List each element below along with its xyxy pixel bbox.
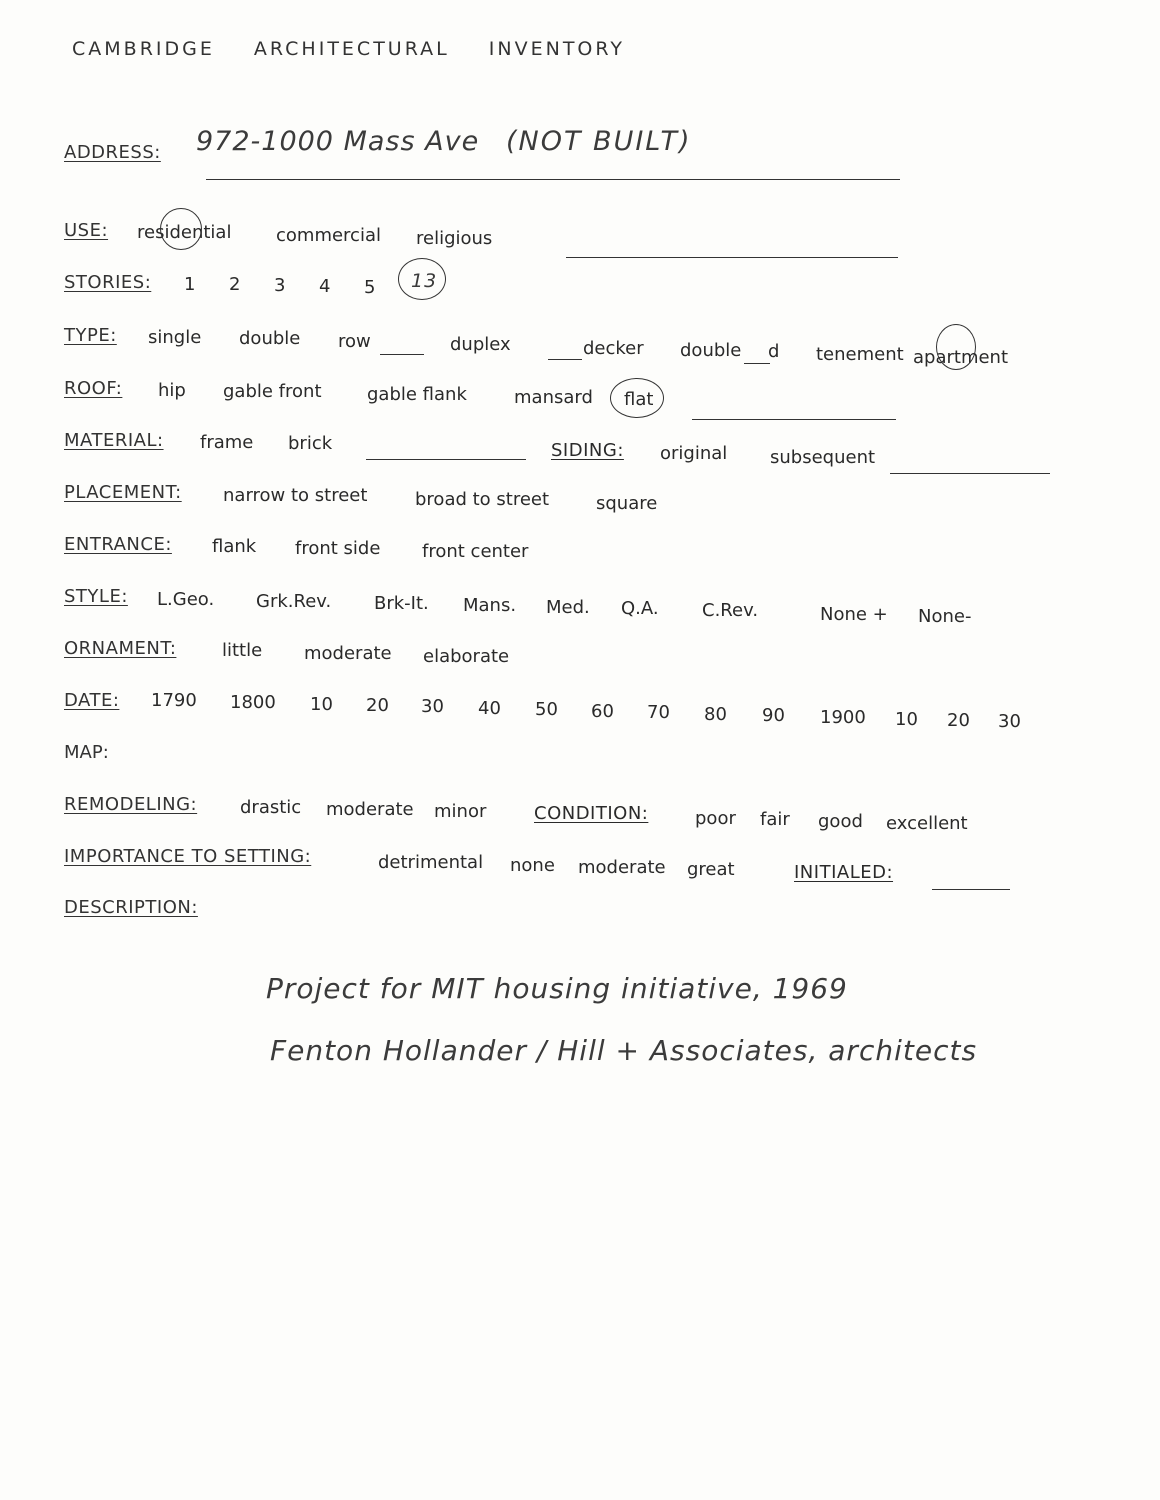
type-option-single[interactable]: single [148, 327, 202, 348]
material-option-frame[interactable]: frame [200, 432, 254, 453]
ornament-option-moderate[interactable]: moderate [304, 643, 392, 664]
style-option-crev[interactable]: C.Rev. [702, 600, 759, 621]
material-option-brick[interactable]: brick [288, 433, 333, 454]
importance-option-none[interactable]: none [510, 855, 555, 876]
description-label: DESCRIPTION: [64, 897, 198, 918]
material-other-blank[interactable] [366, 458, 526, 460]
map-row [64, 742, 109, 763]
remodeling-option-moderate[interactable]: moderate [326, 799, 414, 820]
date-label: DATE: [64, 690, 120, 711]
entrance-label: ENTRANCE: [64, 534, 172, 555]
address-note: (NOT BUILT) [506, 126, 692, 157]
roof-option-flat[interactable]: flat [624, 389, 654, 410]
type-option-tenement[interactable]: tenement [816, 344, 904, 365]
siding-option-original[interactable]: original [660, 443, 728, 464]
siding-option-subsequent[interactable]: subsequent [770, 447, 876, 468]
type-option-duplex[interactable]: duplex [450, 334, 511, 355]
entrance-row [64, 534, 172, 555]
date-option-1840[interactable]: 40 [478, 698, 501, 719]
initialed-blank[interactable] [932, 888, 1010, 890]
date-option-1800[interactable]: 1800 [230, 692, 276, 713]
description-row [64, 897, 198, 918]
placement-option-broad[interactable]: broad to street [415, 489, 550, 510]
entrance-option-front-center[interactable]: front center [422, 541, 529, 562]
siding-label: SIDING: [551, 440, 624, 461]
condition-label: CONDITION: [534, 803, 649, 824]
material-row [64, 430, 164, 451]
roof-label: ROOF: [64, 378, 123, 399]
roof-option-gable-front[interactable]: gable front [223, 381, 322, 402]
date-option-1860[interactable]: 60 [591, 701, 614, 722]
entrance-option-flank[interactable]: flank [212, 536, 257, 557]
siding-label-wrap [551, 440, 624, 461]
roof-option-hip[interactable]: hip [158, 380, 186, 401]
ornament-label: ORNAMENT: [64, 638, 177, 659]
placement-option-narrow[interactable]: narrow to street [223, 485, 368, 506]
importance-row [64, 846, 311, 867]
address-row [64, 142, 161, 163]
initialed-label-wrap [794, 862, 893, 883]
importance-option-detrimental[interactable]: detrimental [378, 852, 484, 873]
use-row [64, 220, 108, 241]
remodeling-option-drastic[interactable]: drastic [240, 797, 302, 818]
placement-option-square[interactable]: square [596, 493, 658, 514]
style-option-mans[interactable]: Mans. [463, 595, 517, 616]
header-word-2: ARCHITECTURAL [253, 38, 450, 60]
date-option-1790[interactable]: 1790 [151, 690, 197, 711]
condition-label-wrap [534, 803, 648, 824]
type-option-row[interactable]: row [338, 331, 371, 352]
type-option-apartment[interactable]: apartment [913, 347, 1009, 368]
header-word-1: CAMBRIDGE [72, 38, 215, 60]
style-option-grkrev[interactable]: Grk.Rev. [256, 591, 332, 612]
stories-label: STORIES: [64, 272, 152, 293]
condition-option-excellent[interactable]: excellent [886, 813, 968, 834]
use-label: USE: [64, 220, 109, 241]
date-option-1820[interactable]: 20 [366, 695, 389, 716]
use-other-blank[interactable] [566, 256, 898, 258]
style-option-lgeo[interactable]: L.Geo. [157, 589, 215, 610]
stories-option-1[interactable]: 1 [184, 274, 196, 295]
ornament-option-elaborate[interactable]: elaborate [423, 646, 510, 667]
ornament-option-little[interactable]: little [222, 640, 263, 661]
date-option-1890[interactable]: 90 [762, 705, 785, 726]
form-header [72, 38, 655, 60]
material-label: MATERIAL: [64, 430, 164, 451]
roof-row [64, 378, 122, 399]
stories-row [64, 272, 151, 293]
roof-other-blank[interactable] [692, 418, 896, 420]
date-option-1930[interactable]: 30 [998, 711, 1021, 732]
placement-row [64, 482, 182, 503]
entrance-option-front-side[interactable]: front side [295, 538, 381, 559]
date-option-1810[interactable]: 10 [310, 694, 333, 715]
style-option-med[interactable]: Med. [546, 597, 590, 618]
date-option-1910[interactable]: 10 [895, 709, 918, 730]
siding-other-blank[interactable] [890, 472, 1050, 474]
importance-label: IMPORTANCE TO SETTING: [64, 846, 312, 867]
type-option-double-decker[interactable]: double [680, 340, 742, 361]
style-option-none-plus[interactable]: None + [820, 604, 888, 625]
date-option-1830[interactable]: 30 [421, 696, 444, 717]
stories-option-3[interactable]: 3 [274, 275, 286, 296]
ornament-row [64, 638, 176, 659]
date-option-1880[interactable]: 80 [704, 704, 727, 725]
use-option-commercial[interactable]: commercial [276, 225, 381, 246]
placement-label: PLACEMENT: [64, 482, 182, 503]
type-row-blank [380, 353, 424, 355]
date-option-1870[interactable]: 70 [647, 702, 670, 723]
type-label: TYPE: [64, 325, 117, 346]
style-label: STYLE: [64, 586, 128, 607]
style-option-brkit[interactable]: Brk-It. [374, 593, 429, 614]
style-option-none-minus[interactable]: None- [918, 606, 972, 627]
use-option-religious[interactable]: religious [416, 228, 493, 249]
map-label: MAP: [64, 742, 109, 763]
type-option-decker[interactable]: decker [583, 338, 644, 359]
date-option-1920[interactable]: 20 [947, 710, 970, 731]
style-row [64, 586, 128, 607]
type-option-double[interactable]: double [239, 328, 301, 349]
header-word-3: INVENTORY [488, 38, 625, 60]
importance-option-great[interactable]: great [687, 859, 735, 880]
type-double-decker-blank [744, 362, 770, 364]
remodeling-option-minor[interactable]: minor [434, 801, 487, 822]
roof-option-mansard[interactable]: mansard [514, 387, 593, 408]
stories-option-5[interactable]: 5 [364, 277, 376, 298]
address-underline [206, 178, 900, 180]
address-label: ADDRESS: [64, 142, 161, 163]
address-value[interactable]: 972-1000 Mass Ave [196, 126, 480, 157]
date-option-1850[interactable]: 50 [535, 699, 558, 720]
condition-option-fair[interactable]: fair [760, 809, 790, 830]
roof-option-gable-flank[interactable]: gable flank [367, 384, 467, 405]
type-row [64, 325, 117, 346]
stories-option-2[interactable]: 2 [229, 274, 241, 295]
date-option-1900[interactable]: 1900 [820, 707, 866, 728]
style-option-qa[interactable]: Q.A. [621, 598, 659, 619]
remodeling-row [64, 794, 197, 815]
type-option-d[interactable]: d [768, 341, 780, 362]
condition-option-good[interactable]: good [818, 811, 863, 832]
type-decker-blank [548, 358, 582, 360]
description-handwritten-line-2[interactable]: Fenton Hollander / Hill + Associates, architects [270, 1034, 978, 1067]
use-option-residential[interactable]: residential [137, 222, 232, 243]
description-handwritten-line-1[interactable]: Project for MIT housing initiative, 1969 [266, 972, 848, 1005]
remodeling-label: REMODELING: [64, 794, 198, 815]
stories-option-4[interactable]: 4 [319, 276, 331, 297]
initialed-label: INITIALED: [794, 862, 894, 883]
importance-option-moderate[interactable]: moderate [578, 857, 666, 878]
stories-written-value[interactable]: 13 [411, 270, 438, 292]
date-row [64, 690, 119, 711]
condition-option-poor[interactable]: poor [695, 808, 736, 829]
